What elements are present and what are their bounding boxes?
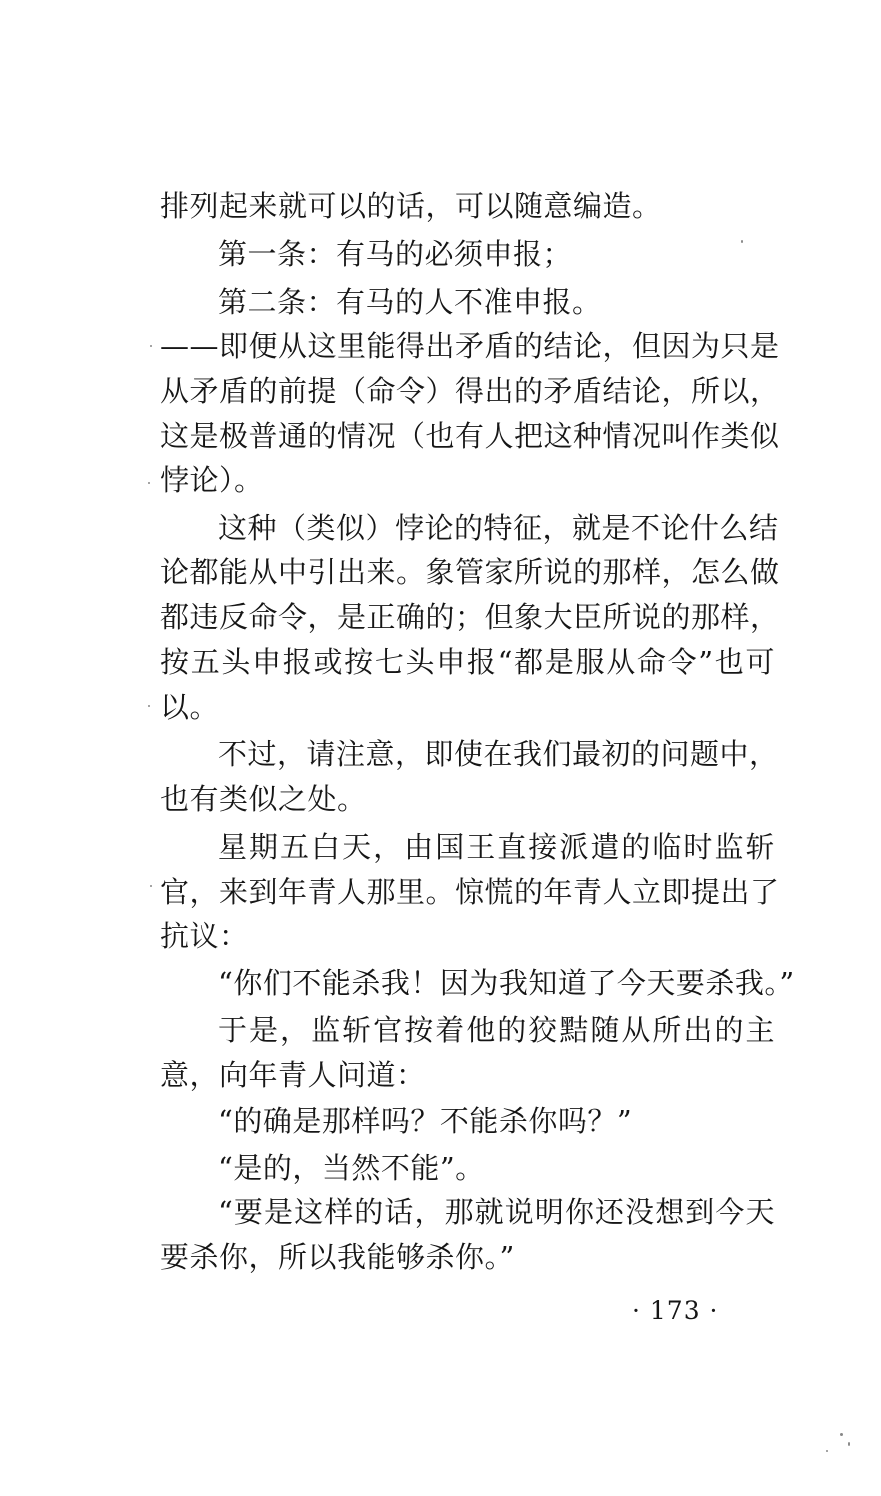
text-line: 意，向年青人问道： <box>160 1058 426 1092</box>
text-line: 这是极普通的情况（也有人把这种情况叫作类似 <box>160 419 780 453</box>
text-line: 都违反命令，是正确的；但象大臣所说的那样， <box>160 600 780 634</box>
text-line: 排列起来就可以的话，可以随意编造。 <box>160 189 662 223</box>
text-line: 悖论）。 <box>160 463 264 497</box>
text-line: 论都能从中引出来。象管家所说的那样，怎么做 <box>160 555 780 589</box>
text-line: 第一条：有马的必须申报； <box>218 237 573 271</box>
scan-speck <box>148 705 150 707</box>
text-line: 要杀你，所以我能够杀你。” <box>160 1240 515 1274</box>
text-line: 这种（类似）悖论的特征，就是不论什么结 <box>218 511 779 545</box>
scan-speck <box>848 1442 850 1446</box>
text-line: “你们不能杀我！因为我知道了今天要杀我。” <box>218 966 795 1000</box>
text-line: 按五头申报或按七头申报“都是服从命令”也可 <box>160 645 775 679</box>
text-line: 以。 <box>160 690 220 724</box>
text-line: 从矛盾的前提（命令）得出的矛盾结论，所以， <box>160 374 780 408</box>
text-line: “是的，当然不能”。 <box>218 1151 485 1185</box>
text-line: 第二条：有马的人不准申报。 <box>218 285 602 319</box>
page-number: · 173 · <box>632 1296 719 1325</box>
scan-speck <box>741 240 743 243</box>
scan-speck <box>150 345 152 347</box>
text-line: 星期五白天，由国王直接派遣的临时监斩 <box>218 830 775 864</box>
scan-speck <box>840 1433 843 1436</box>
scan-speck <box>148 482 150 484</box>
text-line: 于是，监斩官按着他的狡黠随从所出的主 <box>218 1013 775 1047</box>
text-line: “的确是那样吗？不能杀你吗？” <box>218 1104 633 1138</box>
text-line: “要是这样的话，那就说明你还没想到今天 <box>218 1195 775 1229</box>
text-line: 抗议： <box>160 919 249 953</box>
scan-speck <box>826 1450 828 1452</box>
text-line: ——即便从这里能得出矛盾的结论，但因为只是 <box>160 329 780 363</box>
scan-speck <box>150 885 152 887</box>
text-line: 不过，请注意，即使在我们最初的问题中， <box>218 737 779 771</box>
text-line: 官，来到年青人那里。惊慌的年青人立即提出了 <box>160 875 780 909</box>
text-line: 也有类似之处。 <box>160 782 367 816</box>
